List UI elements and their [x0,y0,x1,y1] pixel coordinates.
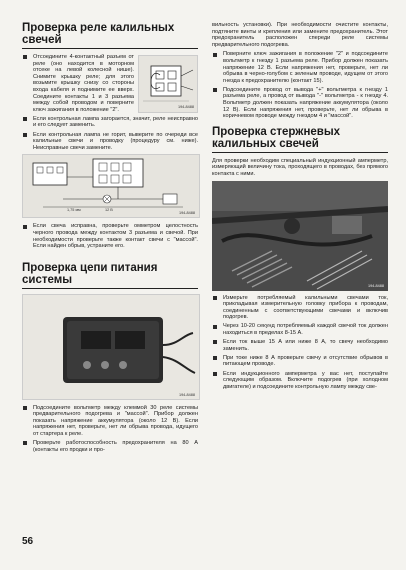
figure-code: 194-8488 [178,211,195,216]
relay-box-photo [22,294,200,400]
list-item: При токе ниже 8 А проверьте свечу и отсутствие обрывов в питающем проводе. [212,355,388,368]
continued-paragraph: вильность установки). При необходимости очистите контакты, подтяните винты и крепления или замените предохранитель. Этот предохранитель расположен спереди реле системы предварительного подогрева. [212,22,388,48]
list-item: Через 10-20 секунд потребляемый каждой свечой ток должен находиться в пределах 8-15 А. [212,323,388,336]
figure-code: 194-8488 [177,105,194,109]
list-item: Подсоедините вольтметр между клеммой 30 реле системы предварительного подогрева и "массой". Прибор должен показать напряжение аккумулятора (около 12 В). Если напряжения нет, проверьте, нет ли обрыва провода, идущего от стартера к реле. [22,405,198,438]
section-title-relay-check: Проверка реле калильных свечей [22,22,198,49]
list-item: Если контрольная лампа не горит, выверите по очереди все калильные свечи и проводку (процедуру см. ниже). Неисправные свечи замените. [22,132,198,152]
left-column [22,22,198,456]
list-item: Если свеча исправна, проверьте омметром целостность черного провода между контактом 3 разъема и свечой. При необходимости проверьте также контакт свечи с "массой". Если найден обрыв, устраните его. [22,223,198,249]
list-item: Измерьте потребляемый калильными свечами ток, прикладывая измерительную головку прибора к проводам, соединенным с соответствующими свечами и включив подогрев. [212,295,388,321]
list-item: Отсоедините 4-контактный разъем от реле (оно находится в моторном отсеке на левой колесной нише). Снимите крышку реле; для этого возьмите крышку снизу со стороны входа кабеля и поднимите ее вверх. Соедините контакты 1 и 3 разъема между собой проводом и поверните ключ зажигания в положение "2". [22,54,134,113]
section-title-glow-plugs: Проверка стержневых калильных свечей [212,126,388,153]
engine-photo [212,181,388,291]
list-item: Поверните ключ зажигания в положение "2" и подсоедините вольтметр к гнезду 1 разъема реле. Прибор должен показать напряжение 12 В. Если напряжения нет, проверьте, нет ли обрыва в черно-голубом с зеленым проводе, идущем от этого гнезда к предохранителю (контакт 15). [212,51,388,84]
list-item: Подсоедините провод от вывода "+" вольтметра к гнезду 1 разъема реле, а провод от вывода "-" вольтметра - к гнезду 4. Вольтметр должен показать напряжение аккумулятора (около 12 В). Если напряжения нет, проверьте, нет ли обрыва в коричневом проводе между гнездом 4 и "массой". [212,87,388,120]
list-item: Если ток выше 15 А или ниже 8 А, то свечу необходимо заменить. [212,339,388,352]
page-number: 56 [22,536,34,547]
relay-intro-block [22,54,198,116]
section-intro: Для проверки необходим специальный индукционный амперметр, измеряющий величину тока, проходящего в проводах, без прямого контакта с ними. [212,157,388,177]
cable-length-label: 1,75 мм [67,208,81,213]
figure-code: 194-8488 [178,392,195,397]
right-column [212,22,388,393]
relay-connector-figure [138,55,198,113]
list-item: Проверьте работоспособность предохранителя на 80 А (контакты его продки и про- [22,440,198,453]
engine-illustration [212,181,388,291]
glow-plug-circuit-figure [22,154,200,218]
relay-connector-diagram [139,56,197,112]
section-title-power-circuit: Проверка цепи питания системы [22,262,198,289]
list-item: Если контрольная лампа загорается, значит, реле неисправно и его следует заменить. [22,116,198,129]
voltage-label: 12 В [105,208,113,213]
figure-code: 194-8488 [367,283,384,288]
relay-box-illustration [23,295,199,399]
list-item: Если индукционного амперметра у вас нет, поступайте следующим образом. Включите подогрев (при холодном двигателе) и подсоедините контрольную лампу между све- [212,371,388,391]
